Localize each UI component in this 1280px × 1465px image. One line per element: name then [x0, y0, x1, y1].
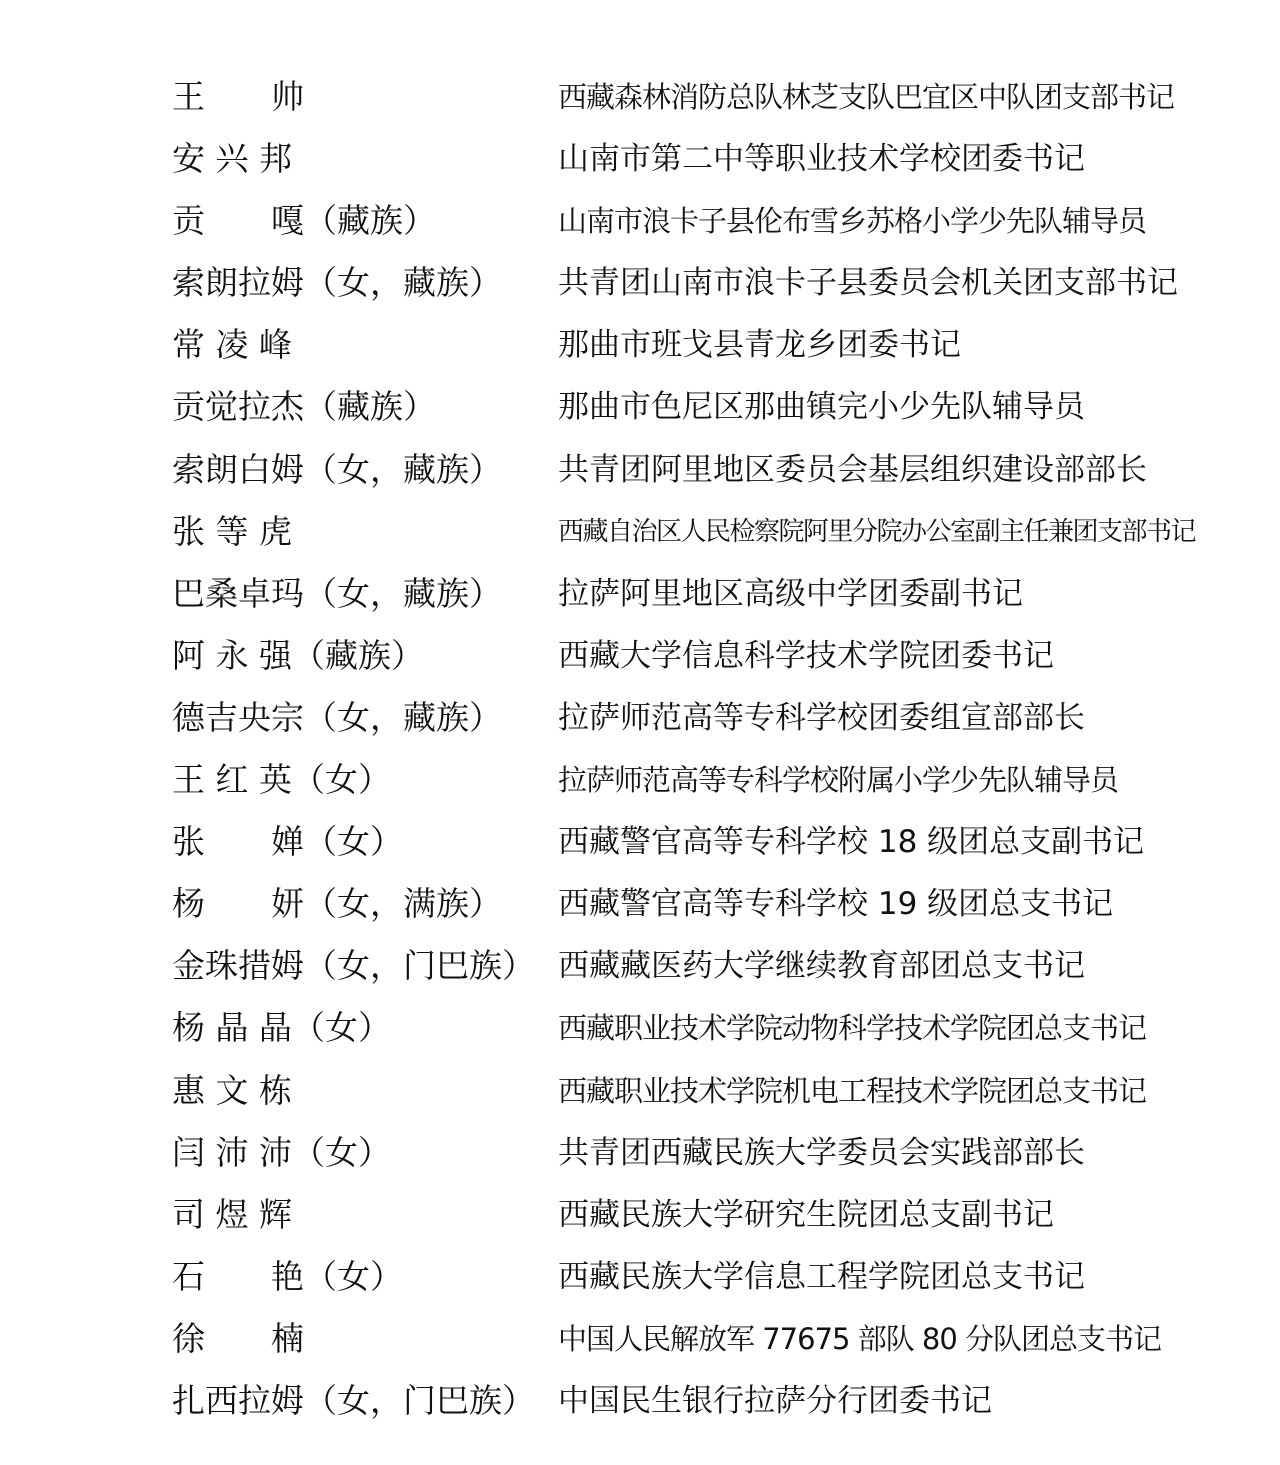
- person-unit: 中国人民解放军 77675 部队 80 分队团总支书记: [558, 1321, 1162, 1356]
- person-name: 德吉央宗（女，藏族）: [172, 697, 502, 737]
- list-item: [0, 1246, 1280, 1308]
- list-item: [0, 1122, 1280, 1184]
- list-item: [0, 252, 1280, 314]
- person-name: 阿 永 强（藏族）: [172, 635, 424, 675]
- person-name: 杨 晶 晶（女）: [172, 1008, 391, 1048]
- person-unit: 西藏警官高等专科学校 19 级团总支书记: [558, 886, 1114, 923]
- person-unit: 西藏民族大学信息工程学院团总支书记: [558, 1258, 1085, 1295]
- list-item: [0, 66, 1280, 128]
- person-name: 惠 文 栋: [172, 1070, 292, 1110]
- person-unit: 西藏自治区人民检察院阿里分院办公室副主任兼团支部书记: [558, 516, 1196, 547]
- person-name: 扎西拉姆（女，门巴族）: [172, 1380, 535, 1420]
- person-unit: 那曲市色尼区那曲镇完小少先队辅导员: [558, 389, 1085, 426]
- list-item: [0, 439, 1280, 501]
- list-item: [0, 1060, 1280, 1122]
- honoree-list: [0, 66, 1280, 1432]
- person-unit: 西藏大学信息科学技术学院团委书记: [558, 637, 1054, 674]
- person-name: 闫 沛 沛（女）: [172, 1132, 391, 1172]
- person-name: 金珠措姆（女，门巴族）: [172, 946, 535, 986]
- person-name: 杨 妍（女，满族）: [172, 884, 502, 924]
- person-name: 索朗白姆（女，藏族）: [172, 449, 502, 489]
- person-unit: 拉萨师范高等专科学校团委组宣部部长: [558, 699, 1085, 736]
- list-item: [0, 625, 1280, 687]
- list-item: [0, 190, 1280, 252]
- list-item: [0, 501, 1280, 563]
- person-name: 索朗拉姆（女，藏族）: [172, 263, 502, 303]
- person-unit: 西藏警官高等专科学校 18 级团总支副书记: [558, 824, 1145, 861]
- list-item: [0, 749, 1280, 811]
- list-item: [0, 873, 1280, 935]
- person-name: 张 婵（女）: [172, 822, 403, 862]
- person-name: 王 红 英（女）: [172, 760, 391, 800]
- person-name: 王 帅: [172, 77, 304, 116]
- person-unit: 西藏职业技术学院动物科学技术学院团总支书记: [558, 1011, 1147, 1046]
- list-item: [0, 314, 1280, 376]
- person-unit: 共青团西藏民族大学委员会实践部部长: [558, 1134, 1085, 1171]
- list-item: [0, 997, 1280, 1059]
- person-name: 石 艳（女）: [172, 1256, 403, 1296]
- person-name: 安 兴 邦: [172, 139, 292, 179]
- list-item: [0, 1370, 1280, 1432]
- person-unit: 西藏民族大学研究生院团总支副书记: [558, 1196, 1054, 1233]
- person-unit: 拉萨阿里地区高级中学团委副书记: [558, 575, 1023, 612]
- person-name: 司 煜 辉: [172, 1194, 292, 1234]
- person-unit: 山南市第二中等职业技术学校团委书记: [558, 141, 1085, 178]
- person-name: 张 等 虎: [172, 511, 292, 551]
- person-unit: 西藏森林消防总队林芝支队巴宜区中队团支部书记: [558, 80, 1175, 114]
- person-unit: 共青团山南市浪卡子县委员会机关团支部书记: [558, 265, 1178, 302]
- person-unit: 共青团阿里地区委员会基层组织建设部部长: [558, 451, 1147, 488]
- list-item: [0, 1308, 1280, 1370]
- person-name: 贡觉拉杰（藏族）: [172, 387, 436, 427]
- person-name: 徐 楠: [172, 1318, 304, 1358]
- list-item: [0, 563, 1280, 625]
- person-name: 贡 嘎（藏族）: [172, 201, 436, 241]
- list-item: [0, 687, 1280, 749]
- person-unit: 西藏职业技术学院机电工程技术学院团总支书记: [558, 1073, 1147, 1108]
- person-name: 巴桑卓玛（女，藏族）: [172, 573, 502, 613]
- person-unit: 那曲市班戈县青龙乡团委书记: [558, 327, 961, 364]
- person-name: 常 凌 峰: [172, 325, 292, 365]
- list-item: [0, 935, 1280, 997]
- list-item: [0, 128, 1280, 190]
- list-item: [0, 811, 1280, 873]
- person-unit: 西藏藏医药大学继续教育部团总支书记: [558, 948, 1085, 985]
- person-unit: 山南市浪卡子县伦布雪乡苏格小学少先队辅导员: [558, 204, 1147, 239]
- list-item: [0, 376, 1280, 438]
- list-item: [0, 1184, 1280, 1246]
- person-unit: 拉萨师范高等专科学校附属小学少先队辅导员: [558, 763, 1119, 798]
- person-unit: 中国民生银行拉萨分行团委书记: [558, 1382, 992, 1419]
